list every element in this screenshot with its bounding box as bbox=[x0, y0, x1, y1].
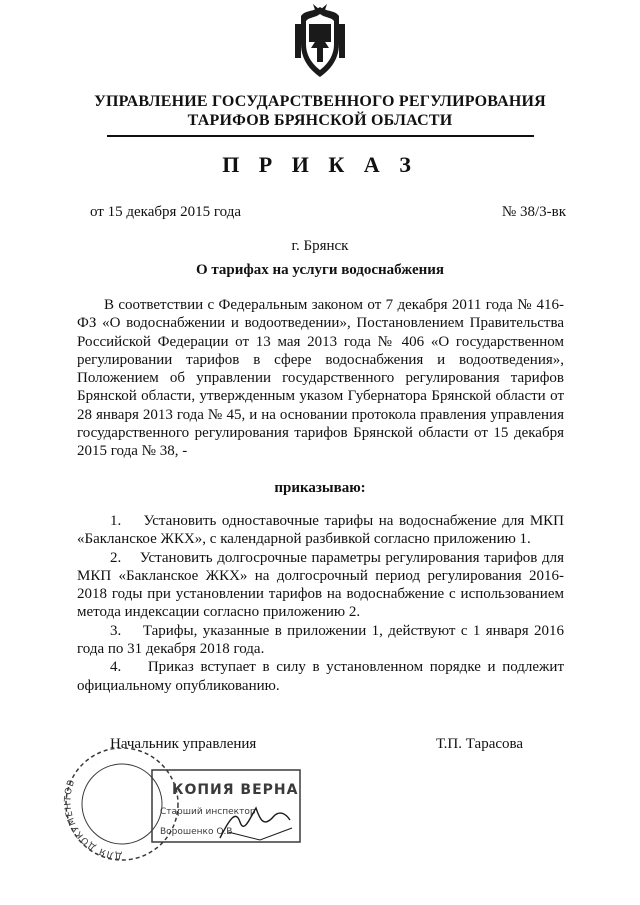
signature-underline bbox=[228, 828, 292, 840]
order-item bbox=[77, 658, 564, 695]
order-item bbox=[77, 549, 564, 622]
copy-verified-stamp bbox=[60, 748, 310, 868]
svg-text:ДЛЯ ДОКУМЕНТОВ bbox=[63, 778, 122, 860]
item-text: Тарифы, указанные в приложении 1, действуют с 1 января 2016 года по 31 декабря 2018 года. bbox=[77, 622, 565, 658]
order-item bbox=[77, 512, 564, 549]
header-divider bbox=[107, 135, 534, 137]
item-number: 4. bbox=[110, 659, 122, 676]
signatory-position: Начальник управления bbox=[110, 736, 257, 752]
stamp-name: Ворошенко О.В. bbox=[160, 827, 236, 837]
item-number: 2. bbox=[110, 549, 122, 566]
item-text: Установить одноставочные тарифы на водоснабжение для МКП «Бакланское ЖКХ», с календарной разбивкой согласно приложению 1. bbox=[77, 513, 564, 548]
order-number: № 38/3-вк bbox=[501, 204, 566, 220]
document-title: П Р И К А З bbox=[222, 152, 418, 177]
org-name-line2: ТАРИФОВ БРЯНСКОЙ ОБЛАСТИ bbox=[187, 112, 453, 129]
item-number: 1. bbox=[110, 513, 122, 529]
order-item bbox=[77, 622, 564, 659]
order-items bbox=[77, 512, 564, 695]
org-name-line1: УПРАВЛЕНИЕ ГОСУДАРСТВЕННОГО РЕГУЛИРОВАНИЯ bbox=[94, 93, 546, 110]
city: г. Брянск bbox=[291, 238, 349, 254]
item-text: Установить долгосрочные параметры регулирования тарифов для МКП «Бакланское ЖКХ» на долгосрочный период регулирования 2016-2018 годы при установлении тарифов на водоснабжение с использованием метода индексации согласно приложению 2. bbox=[77, 549, 564, 621]
item-text: Приказ вступает в силу в установленном порядке и подлежит официальному опубликованию. bbox=[77, 659, 565, 694]
stamp-ring-text: ДЛЯ ДОКУМЕНТОВ bbox=[63, 778, 123, 861]
preamble-paragraph: В соответствии с Федеральным законом от 7 декабря 2011 года № 416-ФЗ «О водоснабжении и водоотведении», Постановлением Правительства Российской Федерации от 13 мая 2013 года № 406 «О государственном регулировании тарифов в сфере водоснабжения и водоотведения», Положением об управлении государственного регулирования тарифов Брянской области, утвержденным указом Губернатора Брянской области от 28 января 2013 года № 45, и на основании протокола правления управления государственного регулирования тарифов Брянской области от 15 декабря 2015 года № 38, - bbox=[77, 297, 564, 460]
signatory-name: Т.П. Тарасова bbox=[436, 736, 524, 752]
order-date: от 15 декабря 2015 года bbox=[90, 204, 242, 220]
order-word: приказываю: bbox=[274, 480, 366, 496]
coat-of-arms-icon bbox=[289, 4, 351, 80]
item-number: 3. bbox=[110, 622, 122, 639]
stamp-role: Старший инспектор bbox=[160, 807, 256, 817]
order-subject: О тарифах на услуги водоснабжения bbox=[195, 262, 445, 278]
stamp-title: КОПИЯ ВЕРНА bbox=[172, 782, 299, 798]
